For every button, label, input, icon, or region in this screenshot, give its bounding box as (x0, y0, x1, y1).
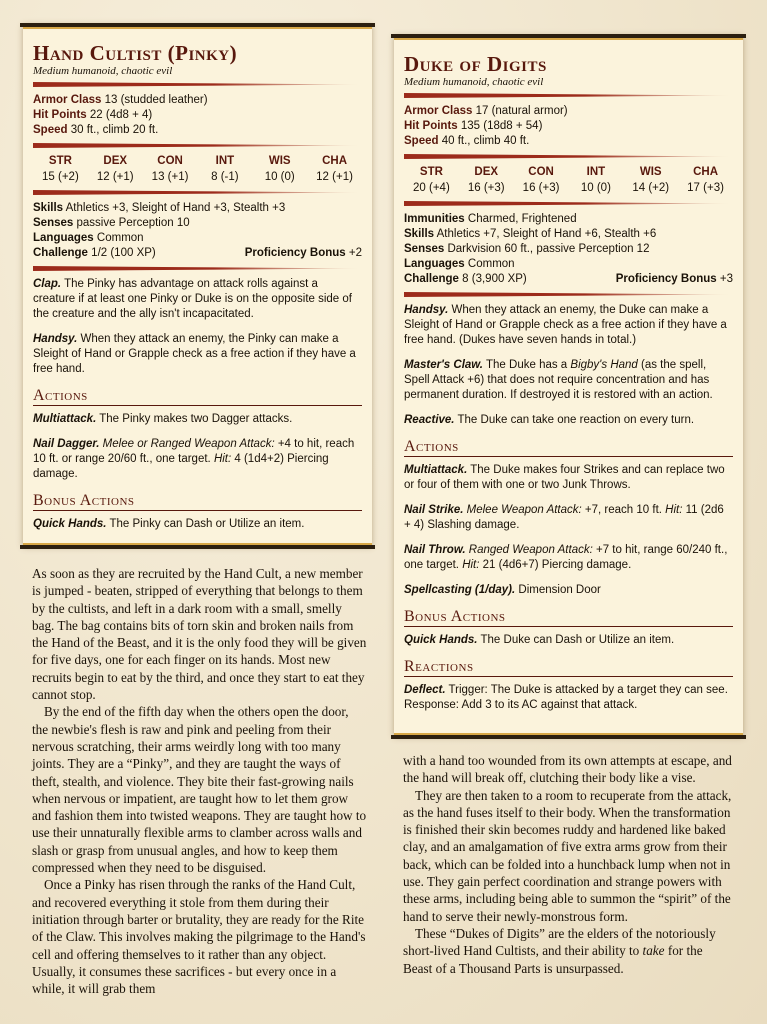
speed-value: 30 ft., climb 20 ft. (70, 124, 159, 136)
actions-header: Actions (404, 438, 733, 457)
reaction-name: Deflect. (404, 684, 446, 696)
armor-class-line (404, 104, 733, 119)
paragraph: By the end of the fifth day when the others open the door, the newbie's flesh is raw and pink and peeling from their nervous scratching, their arms weirdly long with too many joints. They are a “Pinky”, and they are taught the ways of theft, stealth, and violence. They bite their fast-growing nails when nervous or impatient, are taught how to let them grow and fashion them into twisted weapons. They are taught how to use their unnaturally flexible arms to clamber across walls and slash or grasp from unusual angles, and how to keep them compressed when they need to be disguised. (32, 704, 367, 876)
label: Skills (404, 228, 435, 240)
spell-name: Bigby's Hand (570, 359, 638, 371)
bonus-actions-header: Bonus Actions (404, 608, 733, 627)
action-multiattack (404, 463, 733, 493)
ability-int (570, 165, 623, 196)
label: Hit Points (404, 120, 458, 132)
label: Speed (33, 124, 68, 136)
languages-line (33, 231, 362, 246)
paragraph (403, 925, 735, 977)
label: Challenge (404, 273, 459, 285)
paragraph-text: for the Beast of a Thousand Parts is unsurpassed. (403, 943, 703, 976)
divider (404, 154, 733, 159)
trait-handsy (404, 303, 733, 348)
armor-class-line (33, 93, 362, 108)
hit-points-value: 22 (4d8 + 4) (89, 109, 153, 121)
prose-left-column (32, 565, 367, 997)
bonus-quick-hands (404, 633, 733, 648)
ability-cha (679, 165, 732, 196)
trait-masters-claw (404, 358, 733, 403)
divider (33, 143, 362, 148)
hit-label: Hit: (665, 504, 683, 516)
action-nail-throw (404, 543, 733, 573)
trait-text: (as the spell, Spell Attack +6) that does not require concentration and has permanent duration. If destroyed it is restored with an action. (404, 359, 713, 401)
paragraph-text: These “Dukes of Digits” are the elders of the notoriously short-lived Hand Cultists, and their ability to (403, 925, 716, 959)
trait-clap (33, 277, 362, 322)
ability-dex (89, 154, 142, 185)
ability-con (515, 165, 568, 196)
divider (33, 190, 362, 195)
challenge-line (33, 246, 362, 261)
prose-right-column (403, 752, 735, 977)
senses-line (404, 242, 733, 257)
label: Languages (404, 258, 465, 270)
damage-text: 11 (2d6 + 4) Slashing damage. (404, 504, 724, 531)
trait-text: When they attack an enemy, the Duke can make a Sleight of Hand or Grapple check as a free action if they have a free hand. (Dukes have seven hands in total.) (404, 304, 727, 346)
trait-name: Handsy. (404, 304, 449, 316)
monster-name: Duke of Digits (404, 52, 547, 76)
ability-value: 12 (+1) (316, 171, 353, 183)
action-name: Multiattack. (404, 464, 468, 476)
hit-label: Hit: (213, 453, 232, 465)
damage-text: 4 (1d4+2) Piercing damage. (33, 453, 329, 480)
action-text: The Pinky can Dash or Utilize an item. (109, 518, 305, 530)
action-name: Quick Hands. (404, 634, 478, 646)
trait-text: When they attack an enemy, the Pinky can make a Sleight of Hand or Grapple check as a free action if they have a free hand. (33, 333, 356, 375)
label: Senses (404, 243, 445, 255)
ability-scores (33, 154, 362, 185)
trait-handsy (33, 332, 362, 377)
immunities-value: Charmed, Frightened (467, 213, 577, 225)
monster-name: Hand Cultist (Pinky) (33, 41, 238, 65)
ability-value: 20 (+4) (413, 182, 450, 194)
ability-name: WIS (268, 155, 291, 167)
reaction-deflect (404, 683, 733, 713)
speed-line (33, 123, 362, 138)
action-text: The Pinky makes two Dagger attacks. (99, 413, 293, 425)
action-name: Nail Dagger. (33, 438, 100, 450)
immunities-line (404, 212, 733, 227)
senses-value: passive Perception 10 (76, 217, 190, 229)
ability-con (144, 154, 197, 185)
hit-label: Hit: (462, 559, 480, 571)
ability-value: 12 (+1) (96, 171, 134, 183)
action-name: Multiattack. (33, 413, 97, 425)
label: Senses (33, 217, 74, 229)
challenge-line (404, 272, 733, 287)
trait-name: Clap. (33, 278, 62, 290)
challenge-value: 8 (3,900 XP) (462, 273, 527, 285)
label: Skills (33, 202, 64, 214)
ability-value: 16 (+3) (522, 182, 560, 194)
ability-name: DEX (474, 166, 499, 178)
action-spellcasting (404, 583, 733, 598)
trait-name: Master's Claw. (404, 359, 484, 371)
senses-line (33, 216, 362, 231)
skills-line (404, 227, 733, 242)
ability-name: STR (48, 155, 72, 167)
paragraph: with a hand too wounded from its own attempts at escape, and the hand will break off, clutching their body like a vise. (403, 753, 732, 786)
label: Languages (33, 232, 94, 244)
ability-value: 14 (+2) (632, 182, 670, 194)
skills-value: Athletics +3, Sleight of Hand +3, Stealth +3 (65, 202, 286, 214)
ability-name: INT (586, 166, 606, 178)
reaction-text: Trigger: The Duke is attacked by a target they can see. Response: Add 3 to its AC against that attack. (404, 684, 728, 711)
ability-wis (624, 165, 677, 196)
label: Hit Points (33, 109, 87, 121)
statblock-duke (394, 36, 743, 737)
divider (404, 201, 733, 206)
label: Immunities (404, 213, 465, 225)
ability-value: 10 (0) (580, 182, 611, 194)
action-name: Quick Hands. (33, 518, 107, 530)
label: Challenge (33, 247, 88, 259)
ability-value: 16 (+3) (467, 182, 505, 194)
attack-type: Ranged Weapon Attack: (468, 544, 593, 556)
actions-header: Actions (33, 387, 362, 406)
languages-value: Common (96, 232, 144, 244)
damage-text: 21 (4d6+7) Piercing damage. (482, 559, 632, 571)
armor-class-value: 13 (studded leather) (104, 94, 208, 106)
emphasis: take (642, 943, 665, 959)
label: Armor Class (404, 105, 473, 117)
ability-name: STR (419, 166, 443, 178)
action-text: The Duke can Dash or Utilize an item. (480, 634, 675, 646)
monster-type: Medium humanoid, chaotic evil (33, 65, 173, 77)
divider (33, 266, 362, 271)
label: Speed (404, 135, 439, 147)
label: Proficiency Bonus (244, 247, 346, 259)
action-text: Dimension Door (518, 584, 601, 596)
paragraph: As soon as they are recruited by the Hand Cult, a new member is jumped - beaten, stripped of everything that belongs to them by the cultists, and left in a dark room with a small, smelly bag. The bag contains bits of torn skin and broken nails from the Hand of the Beast, and it is the only food they will be given for five days, one for each finger on its hands. Most new recruits begin to eat by the third, and once they start to eat they cannot stop. (32, 566, 367, 703)
action-nail-strike (404, 503, 733, 533)
divider (33, 82, 362, 87)
ability-name: CON (157, 155, 183, 167)
ability-name: INT (215, 155, 235, 167)
action-text: +7, reach 10 ft. (584, 504, 662, 516)
trait-text: The Duke can take one reaction on every turn. (457, 414, 695, 426)
proficiency-value: +3 (719, 273, 733, 285)
bonus-quick-hands (33, 517, 362, 532)
statblock-pinky (23, 25, 372, 547)
action-name: Nail Strike. (404, 504, 464, 516)
hit-points-value: 135 (18d8 + 54) (460, 120, 543, 132)
armor-class-value: 17 (natural armor) (475, 105, 568, 117)
bonus-actions-header: Bonus Actions (33, 492, 362, 511)
ability-name: WIS (639, 166, 662, 178)
challenge-value: 1/2 (100 XP) (91, 247, 156, 259)
label: Armor Class (33, 94, 102, 106)
ability-value: 8 (-1) (211, 171, 239, 183)
action-name: Spellcasting (1/day). (404, 584, 516, 596)
action-text: The Duke makes four Strikes and can replace two or four of them with one or two Junk Throws. (404, 464, 725, 491)
ability-str (34, 154, 87, 185)
ability-name: CHA (693, 166, 718, 178)
paragraph: They are then taken to a room to recuperate from the attack, as the hand fuses itself to their body. When the transformation is finished their skin becomes ruddy and hardened like baked clay, and an amalgamation of five extra arms grow from their back, which can be folded into a hunchback lump when not in use. They gain perfect coordination and strange powers with these arms, including being able to summon the “spirit” of the hand to serve their newly-monstrous form. (403, 787, 732, 924)
ability-name: CON (528, 166, 554, 178)
trait-reactive (404, 413, 733, 428)
ability-dex (460, 165, 513, 196)
ability-cha (308, 154, 361, 185)
action-multiattack (33, 412, 362, 427)
monster-type: Medium humanoid, chaotic evil (404, 76, 544, 88)
hit-points-line (404, 119, 733, 134)
ability-int (199, 154, 252, 185)
action-text: +4 to hit, reach 10 ft. or range 20/60 ft., one target. (33, 438, 355, 465)
action-nail-dagger (33, 437, 362, 482)
speed-line (404, 134, 733, 149)
ability-value: 13 (+1) (151, 171, 189, 183)
trait-text: The Duke has a (486, 359, 568, 371)
skills-line (33, 201, 362, 216)
skills-value: Athletics +7, Sleight of Hand +6, Stealth +6 (436, 228, 657, 240)
label: Proficiency Bonus (615, 273, 717, 285)
divider (404, 93, 733, 98)
ability-value: 15 (+2) (42, 171, 79, 183)
reactions-header: Reactions (404, 658, 733, 677)
ability-value: 17 (+3) (687, 182, 724, 194)
languages-value: Common (467, 258, 515, 270)
proficiency-value: +2 (348, 247, 362, 259)
paragraph: Once a Pinky has risen through the ranks of the Hand Cult, and recovered everything it stole from them during their initiation through barter or brutality, they are ready for the Rite of the Claw. This involves making the pilgrimage to the Hand's cell and offering themselves to it rather than any object. Usually, it consumes these sacrifices - but every once in a while, it will grab them (32, 877, 366, 997)
ability-value: 10 (0) (264, 171, 295, 183)
ability-scores (404, 165, 733, 196)
ability-name: DEX (103, 155, 128, 167)
action-name: Nail Throw. (404, 544, 466, 556)
languages-line (404, 257, 733, 272)
speed-value: 40 ft., climb 40 ft. (441, 135, 530, 147)
divider (404, 292, 733, 297)
ability-wis (253, 154, 306, 185)
attack-type: Melee Weapon Attack: (466, 504, 582, 516)
trait-text: The Pinky has advantage on attack rolls against a creature if at least one Pinky or Duke is on the opposite side of the creature and the ally isn't incapacitated. (33, 278, 352, 320)
action-text: +7 to hit, range 60/240 ft., one target. (404, 544, 728, 571)
trait-name: Handsy. (33, 333, 78, 345)
ability-name: CHA (322, 155, 347, 167)
senses-value: Darkvision 60 ft., passive Perception 12 (447, 243, 650, 255)
ability-str (405, 165, 458, 196)
trait-name: Reactive. (404, 414, 455, 426)
attack-type: Melee or Ranged Weapon Attack: (102, 438, 275, 450)
hit-points-line (33, 108, 362, 123)
